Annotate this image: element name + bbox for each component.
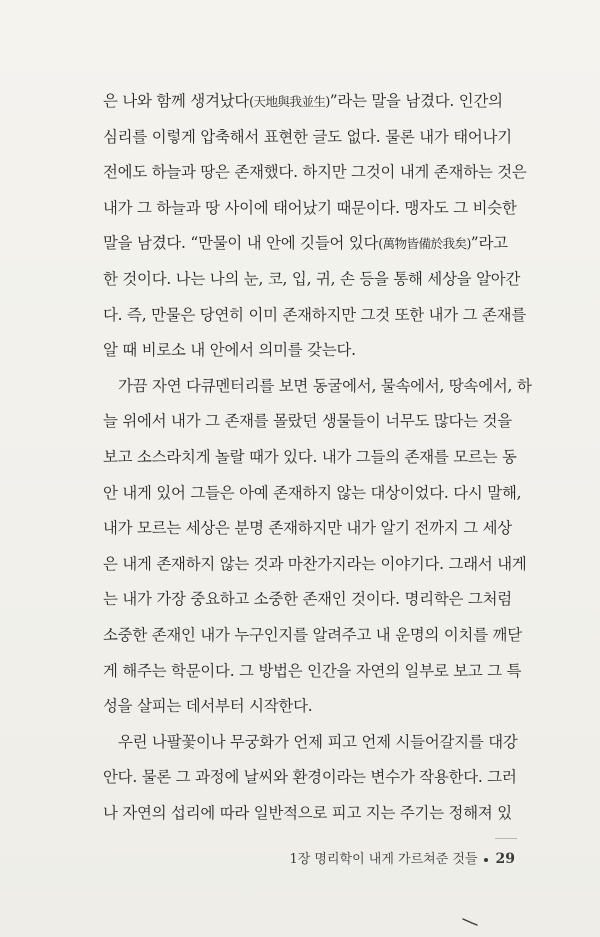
text-line: 보고 소스라치게 놀랄 때가 있다. 내가 그들의 존재를 모르는 동 <box>103 447 517 466</box>
text-line: 심리를 이렇게 압축해서 표현한 글도 없다. 물론 내가 태어나기 <box>103 127 512 146</box>
text-line: 는 내가 가장 중요하고 소중한 존재인 것이다. 명리학은 그처럼 <box>103 590 512 609</box>
page-number: 29 <box>495 851 515 867</box>
text-line: 성을 살피는 데서부터 시작한다. <box>103 697 313 716</box>
text-line: 늘 위에서 내가 그 존재를 몰랐던 생물들이 너무도 많다는 것을 <box>103 412 512 431</box>
text-line: 안다. 물론 그 과정에 날씨와 환경이라는 변수가 작용한다. 그러 <box>103 768 517 787</box>
text-line: 다. 즉, 만물은 당연히 이미 존재하지만 그것 또한 내가 그 존재를 <box>103 305 526 324</box>
text-line: 소중한 존재인 내가 누구인지를 알려주고 내 운명의 이치를 깨닫 <box>103 625 522 644</box>
paragraph-start-line: 가끔 자연 다큐멘터리를 보면 동굴에서, 물속에서, 땅속에서, 하 <box>118 376 532 395</box>
text-line: 알 때 비로소 내 안에서 의미를 갖는다. <box>103 341 356 360</box>
text-line: 전에도 하늘과 땅은 존재했다. 하지만 그것이 내게 존재하는 것은 <box>103 163 527 182</box>
text-line: 한 것이다. 나는 나의 눈, 코, 입, 귀, 손 등을 통해 세상을 알아간 <box>103 269 521 288</box>
chapter-title: 1장 명리학이 내게 가르쳐준 것들 <box>289 852 478 867</box>
text-line: 말을 남겼다. “만물이 내 안에 깃들어 있다(萬物皆備於我矣)”라고 <box>103 234 508 253</box>
text-line: 안 내게 있어 그들은 아예 존재하지 않는 대상이었다. 다시 말해, <box>103 483 522 502</box>
text-line: 은 나와 함께 생겨났다(天地與我並生)”라는 말을 남겼다. 인간의 <box>103 92 503 110</box>
text-line: 내가 모르는 세상은 분명 존재하지만 내가 알기 전까지 그 세상 <box>103 519 512 538</box>
footer-rule <box>495 838 517 839</box>
text-line: 은 내게 존재하지 않는 것과 마찬가지라는 이야기다. 그래서 내게 <box>103 554 527 573</box>
text-line: 게 해주는 학문이다. 그 방법은 인간을 자연의 일부로 보고 그 특 <box>103 661 522 680</box>
page-mark-icon <box>462 918 478 926</box>
body-text <box>103 84 532 831</box>
separator-dot <box>484 858 488 862</box>
text-line: 내가 그 하늘과 땅 사이에 태어났기 때문이다. 맹자도 그 비슷한 <box>103 198 517 217</box>
paragraph-start-line: 우린 나팔꽃이나 무궁화가 언제 피고 언제 시들어갈지를 대강 <box>118 732 518 751</box>
running-footer <box>289 848 515 867</box>
text-line: 나 자연의 섭리에 따라 일반적으로 피고 지는 주기는 정해져 있 <box>103 803 512 822</box>
